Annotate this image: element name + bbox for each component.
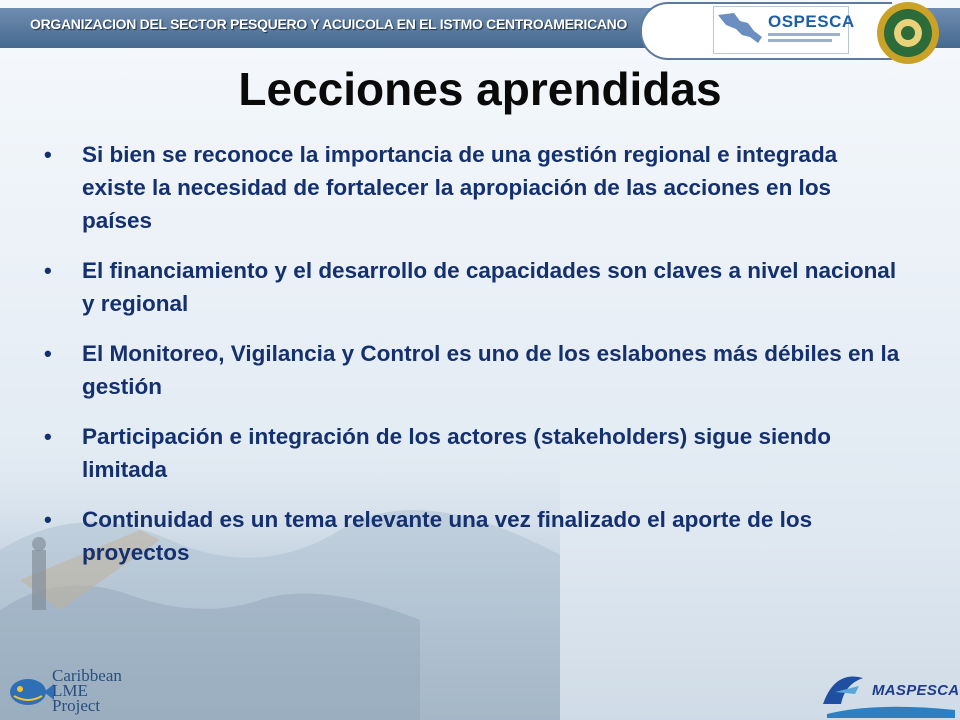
bullet-list bbox=[42, 138, 902, 586]
bullet-item bbox=[42, 254, 902, 320]
bullet-text: Participación e integración de los actores (stakeholders) sigue siendo limitada bbox=[82, 424, 831, 482]
central-america-map-icon bbox=[714, 7, 766, 51]
bullet-icon: • bbox=[44, 142, 52, 167]
slide-title: Lecciones aprendidas bbox=[238, 63, 722, 115]
ospesca-subtitle-line bbox=[768, 33, 840, 36]
clme-line: Caribbean bbox=[52, 666, 122, 685]
bullet-icon: • bbox=[44, 341, 52, 366]
organization-title: ORGANIZACION DEL SECTOR PESQUERO Y ACUICOLA EN EL ISTMO CENTROAMERICANO bbox=[30, 16, 628, 32]
bullet-item bbox=[42, 138, 902, 237]
clme-logo-text bbox=[52, 668, 122, 713]
bullet-item bbox=[42, 503, 902, 569]
clme-line: LME bbox=[52, 681, 88, 700]
bullet-text: El financiamiento y el desarrollo de capacidades son claves a nivel nacional y regional bbox=[82, 258, 897, 316]
sica-seal-icon bbox=[875, 0, 941, 66]
bullet-item bbox=[42, 337, 902, 403]
bullet-text: Continuidad es un tema relevante una vez finalizado el aporte de los proyectos bbox=[82, 507, 813, 565]
bullet-text: El Monitoreo, Vigilancia y Control es uno de los eslabones más débiles en la gestión bbox=[82, 341, 900, 399]
bullet-icon: • bbox=[44, 507, 52, 532]
bullet-item bbox=[42, 420, 902, 486]
header-band bbox=[0, 0, 960, 58]
bullet-icon: • bbox=[44, 424, 52, 449]
ospesca-logo-text: OSPESCA bbox=[768, 12, 855, 31]
ospesca-subtitle-line bbox=[768, 39, 832, 42]
bullet-text: Si bien se reconoce la importancia de una gestión regional e integrada existe la necesidad de fortalecer la apropiación de las acciones en los países bbox=[82, 142, 838, 233]
maspesca-logo-text: MASPESCA bbox=[872, 682, 960, 699]
bullet-icon: • bbox=[44, 258, 52, 283]
clme-line: Project bbox=[52, 696, 101, 715]
